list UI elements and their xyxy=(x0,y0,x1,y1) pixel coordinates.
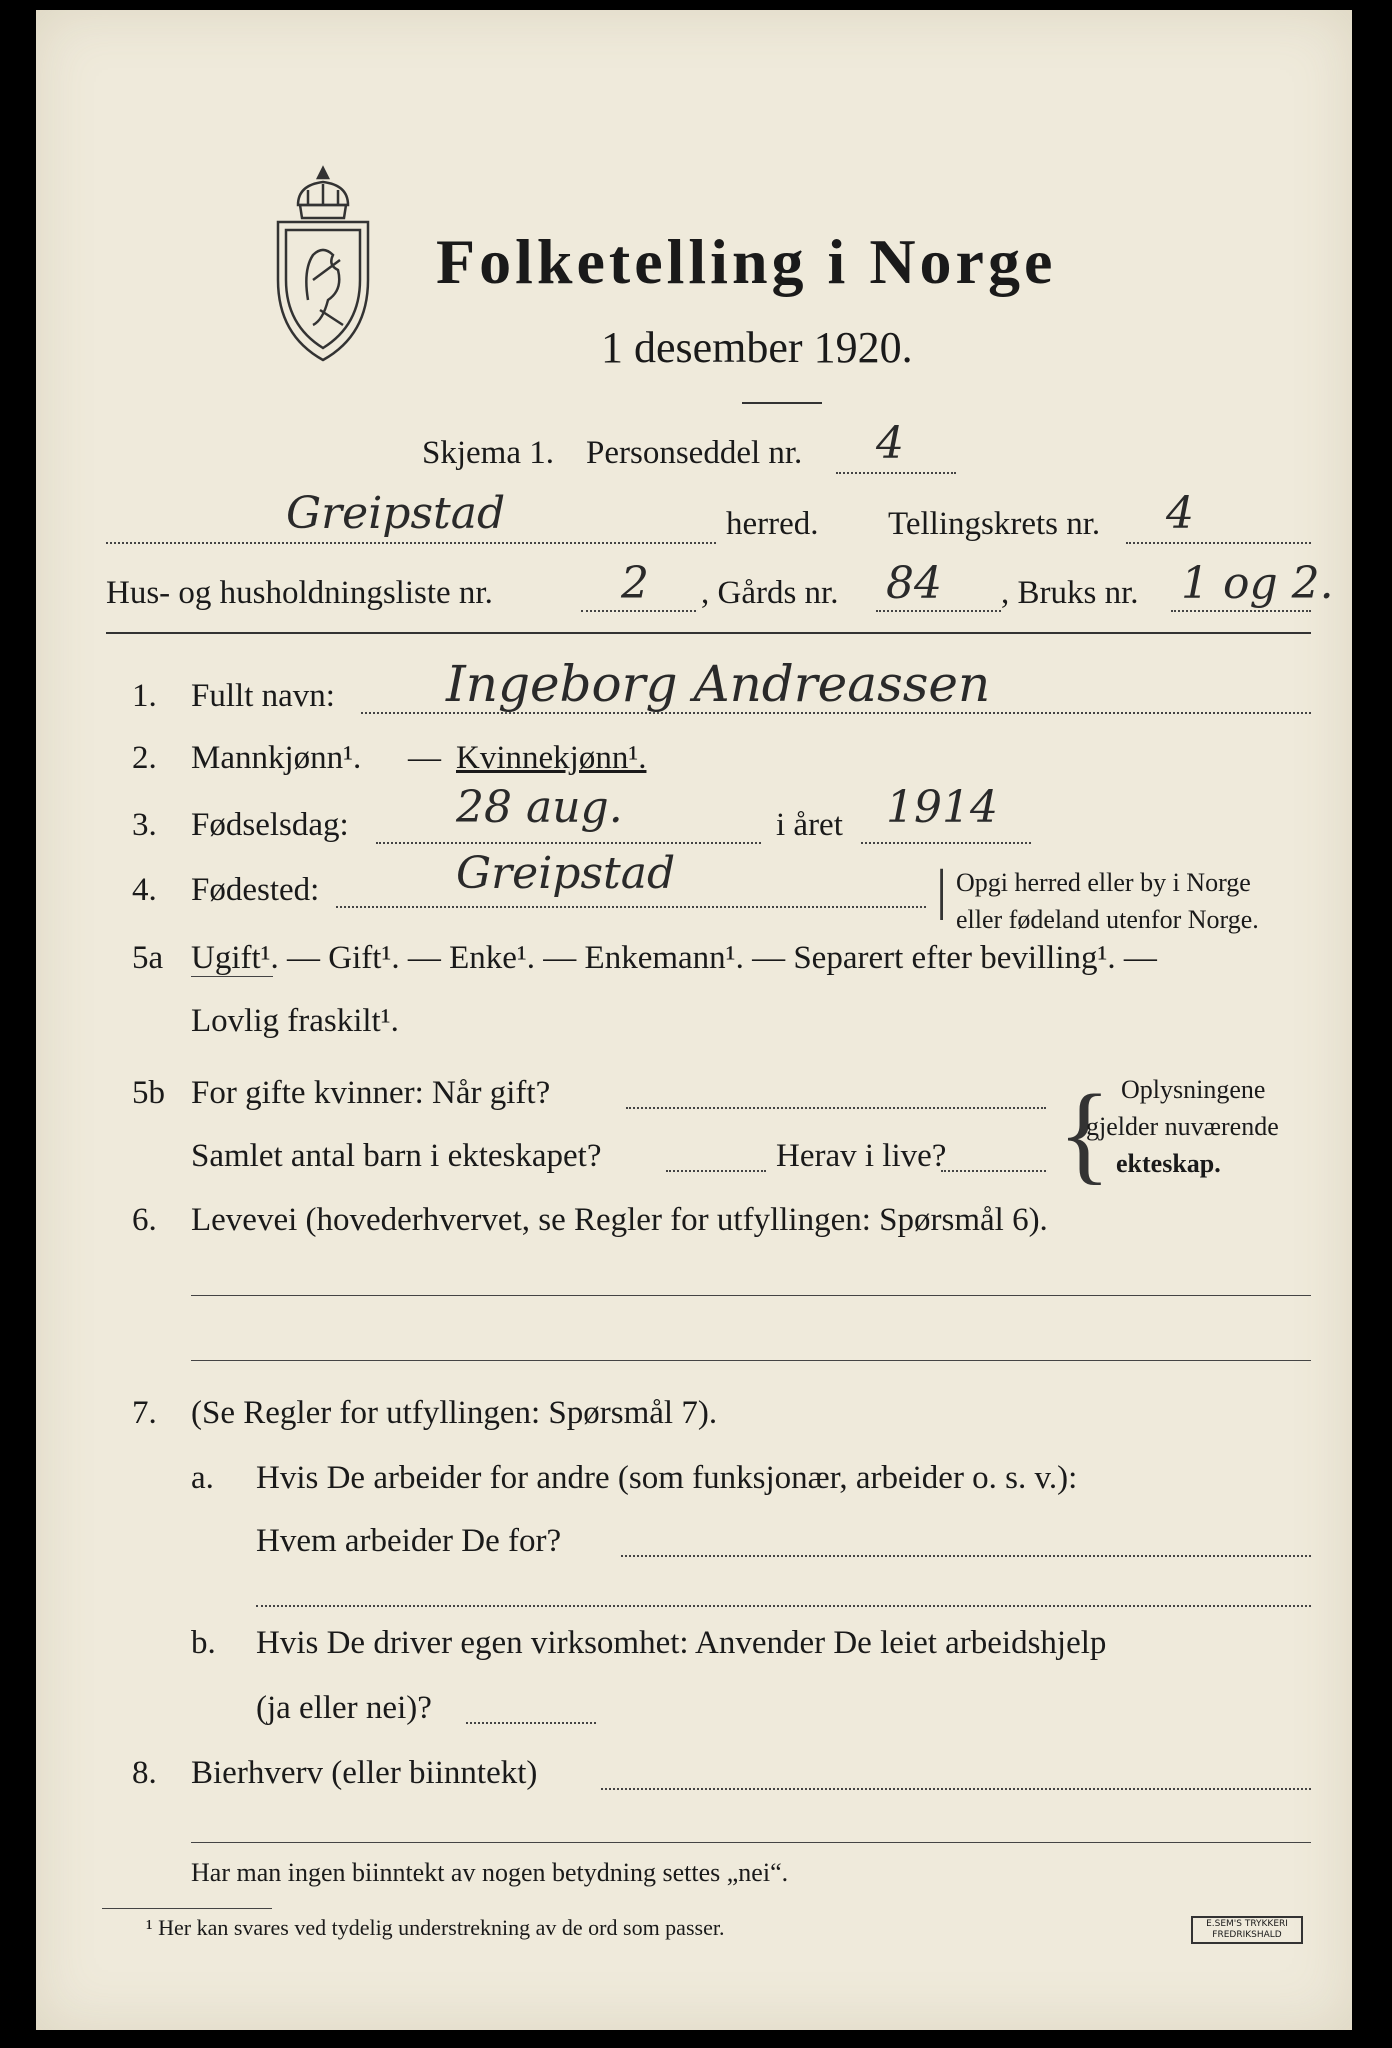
q7-number: 7. xyxy=(132,1395,157,1431)
tellingskrets-value: 4 xyxy=(1166,488,1194,539)
q1-number: 1. xyxy=(132,678,157,714)
female-option-underlined: Kvinnekjønn¹. xyxy=(456,740,647,776)
gender-separator: — xyxy=(408,740,441,776)
q5b-brace: { xyxy=(1058,1072,1111,1194)
gards-label: , Gårds nr. xyxy=(701,575,839,611)
coat-of-arms-icon xyxy=(268,160,378,370)
q8-answer-line2 xyxy=(191,1842,1311,1843)
census-form-page xyxy=(36,10,1352,2030)
personseddel-label: Personseddel nr. xyxy=(586,435,803,471)
q1-label: Fullt navn: xyxy=(191,678,335,714)
q5b-note1: Oplysningene xyxy=(1121,1075,1266,1104)
year-line xyxy=(861,842,1031,844)
herred-label: herred. xyxy=(726,506,819,542)
q7b-number: b. xyxy=(191,1625,216,1661)
tellingskrets-line xyxy=(1126,542,1311,544)
q6-text: Levevei (hovederhvervet, se Regler for utfyllingen: Spørsmål 6). xyxy=(191,1202,1048,1238)
q7a-answer-line2 xyxy=(256,1605,1311,1607)
marital-options-line1: Ugift¹. — Gift¹. — Enke¹. — Enkemann¹. — Separert efter bevilling¹. — xyxy=(191,940,1157,976)
census-date: 1 desember 1920. xyxy=(601,323,913,372)
q6-answer-line1 xyxy=(191,1295,1311,1296)
divider xyxy=(742,402,822,404)
q5b-alive-label: Herav i live? xyxy=(776,1138,947,1174)
q6-number: 6. xyxy=(132,1202,157,1238)
q5b-note3: ekteskap. xyxy=(1116,1149,1221,1178)
gards-line xyxy=(876,610,1001,612)
footnote-rule xyxy=(102,1908,272,1909)
q7b-text: Hvis De driver egen virksomhet: Anvender De leiet arbeidshjelp xyxy=(256,1625,1107,1661)
ugift-underline xyxy=(191,976,273,977)
personseddel-value: 4 xyxy=(876,418,904,469)
herred-line xyxy=(106,542,716,544)
full-name-value: Ingeborg Andreassen xyxy=(446,655,991,713)
q4-label: Fødested: xyxy=(191,872,320,908)
footnote: ¹ Her kan svares ved tydelig understrekning av de ord som passer. xyxy=(146,1915,725,1940)
male-option: Mannkjønn¹. xyxy=(191,740,362,776)
alive-line xyxy=(941,1170,1046,1172)
husliste-value: 2 xyxy=(621,558,649,609)
q7a-answer-line xyxy=(621,1555,1311,1557)
children-line xyxy=(666,1170,766,1172)
q7a-number: a. xyxy=(191,1460,214,1496)
q6-answer-line2 xyxy=(191,1360,1311,1361)
q7b-answer-line xyxy=(466,1722,596,1724)
birthday-value: 28 aug. xyxy=(456,782,623,833)
q8-number: 8. xyxy=(132,1755,157,1791)
birthplace-value: Greipstad xyxy=(456,848,676,899)
marital-options-line2: Lovlig fraskilt¹. xyxy=(191,1003,399,1039)
q3-line xyxy=(376,842,761,844)
q8-answer-line xyxy=(601,1788,1311,1790)
bruks-value: 1 og 2. xyxy=(1181,558,1334,609)
q4-number: 4. xyxy=(132,872,157,908)
skjema-label: Skjema 1. xyxy=(422,435,554,471)
q4-line xyxy=(336,906,926,908)
bruks-line xyxy=(1171,610,1311,612)
q4-note-line1: Opgi herred eller by i Norge xyxy=(956,868,1251,897)
q7-text: (Se Regler for utfyllingen: Spørsmål 7). xyxy=(191,1395,718,1431)
year-label: i året xyxy=(776,807,843,843)
tellingskrets-label: Tellingskrets nr. xyxy=(888,506,1101,542)
herred-value: Greipstad xyxy=(286,488,506,539)
printer-stamp: E.SEM'S TRYKKERI FREDRIKSHALD xyxy=(1191,1916,1303,1944)
q7b-question: (ja eller nei)? xyxy=(256,1690,432,1726)
q4-brace: | xyxy=(936,859,948,921)
husliste-label: Hus- og husholdningsliste nr. xyxy=(106,575,493,611)
q5b-children-label: Samlet antal barn i ekteskapet? xyxy=(191,1138,602,1174)
q5b-number: 5b xyxy=(132,1075,165,1111)
bruks-label: , Bruks nr. xyxy=(1001,575,1139,611)
q3-label: Fødselsdag: xyxy=(191,807,349,843)
gards-value: 84 xyxy=(886,558,942,609)
husliste-line xyxy=(581,610,696,612)
q5b-note2: gjelder nuværende xyxy=(1086,1112,1279,1141)
q4-note-line2: eller fødeland utenfor Norge. xyxy=(956,905,1259,934)
q7a-question: Hvem arbeider De for? xyxy=(256,1523,562,1559)
q3-number: 3. xyxy=(132,807,157,843)
q8-label: Bierhverv (eller biinntekt) xyxy=(191,1755,538,1791)
q2-number: 2. xyxy=(132,740,157,776)
no-income-note: Har man ingen biinntekt av nogen betydning settes „nei“. xyxy=(191,1858,789,1887)
q5b-line1: For gifte kvinner: Når gift? xyxy=(191,1075,551,1111)
q5a-number: 5a xyxy=(132,940,164,976)
personseddel-line xyxy=(836,472,956,474)
header-rule xyxy=(106,632,1311,634)
married-when-line xyxy=(626,1107,1046,1109)
form-title: Folketelling i Norge xyxy=(436,226,1057,297)
birth-year-value: 1914 xyxy=(886,782,998,833)
q7a-text: Hvis De arbeider for andre (som funksjonær, arbeider o. s. v.): xyxy=(256,1460,1078,1496)
